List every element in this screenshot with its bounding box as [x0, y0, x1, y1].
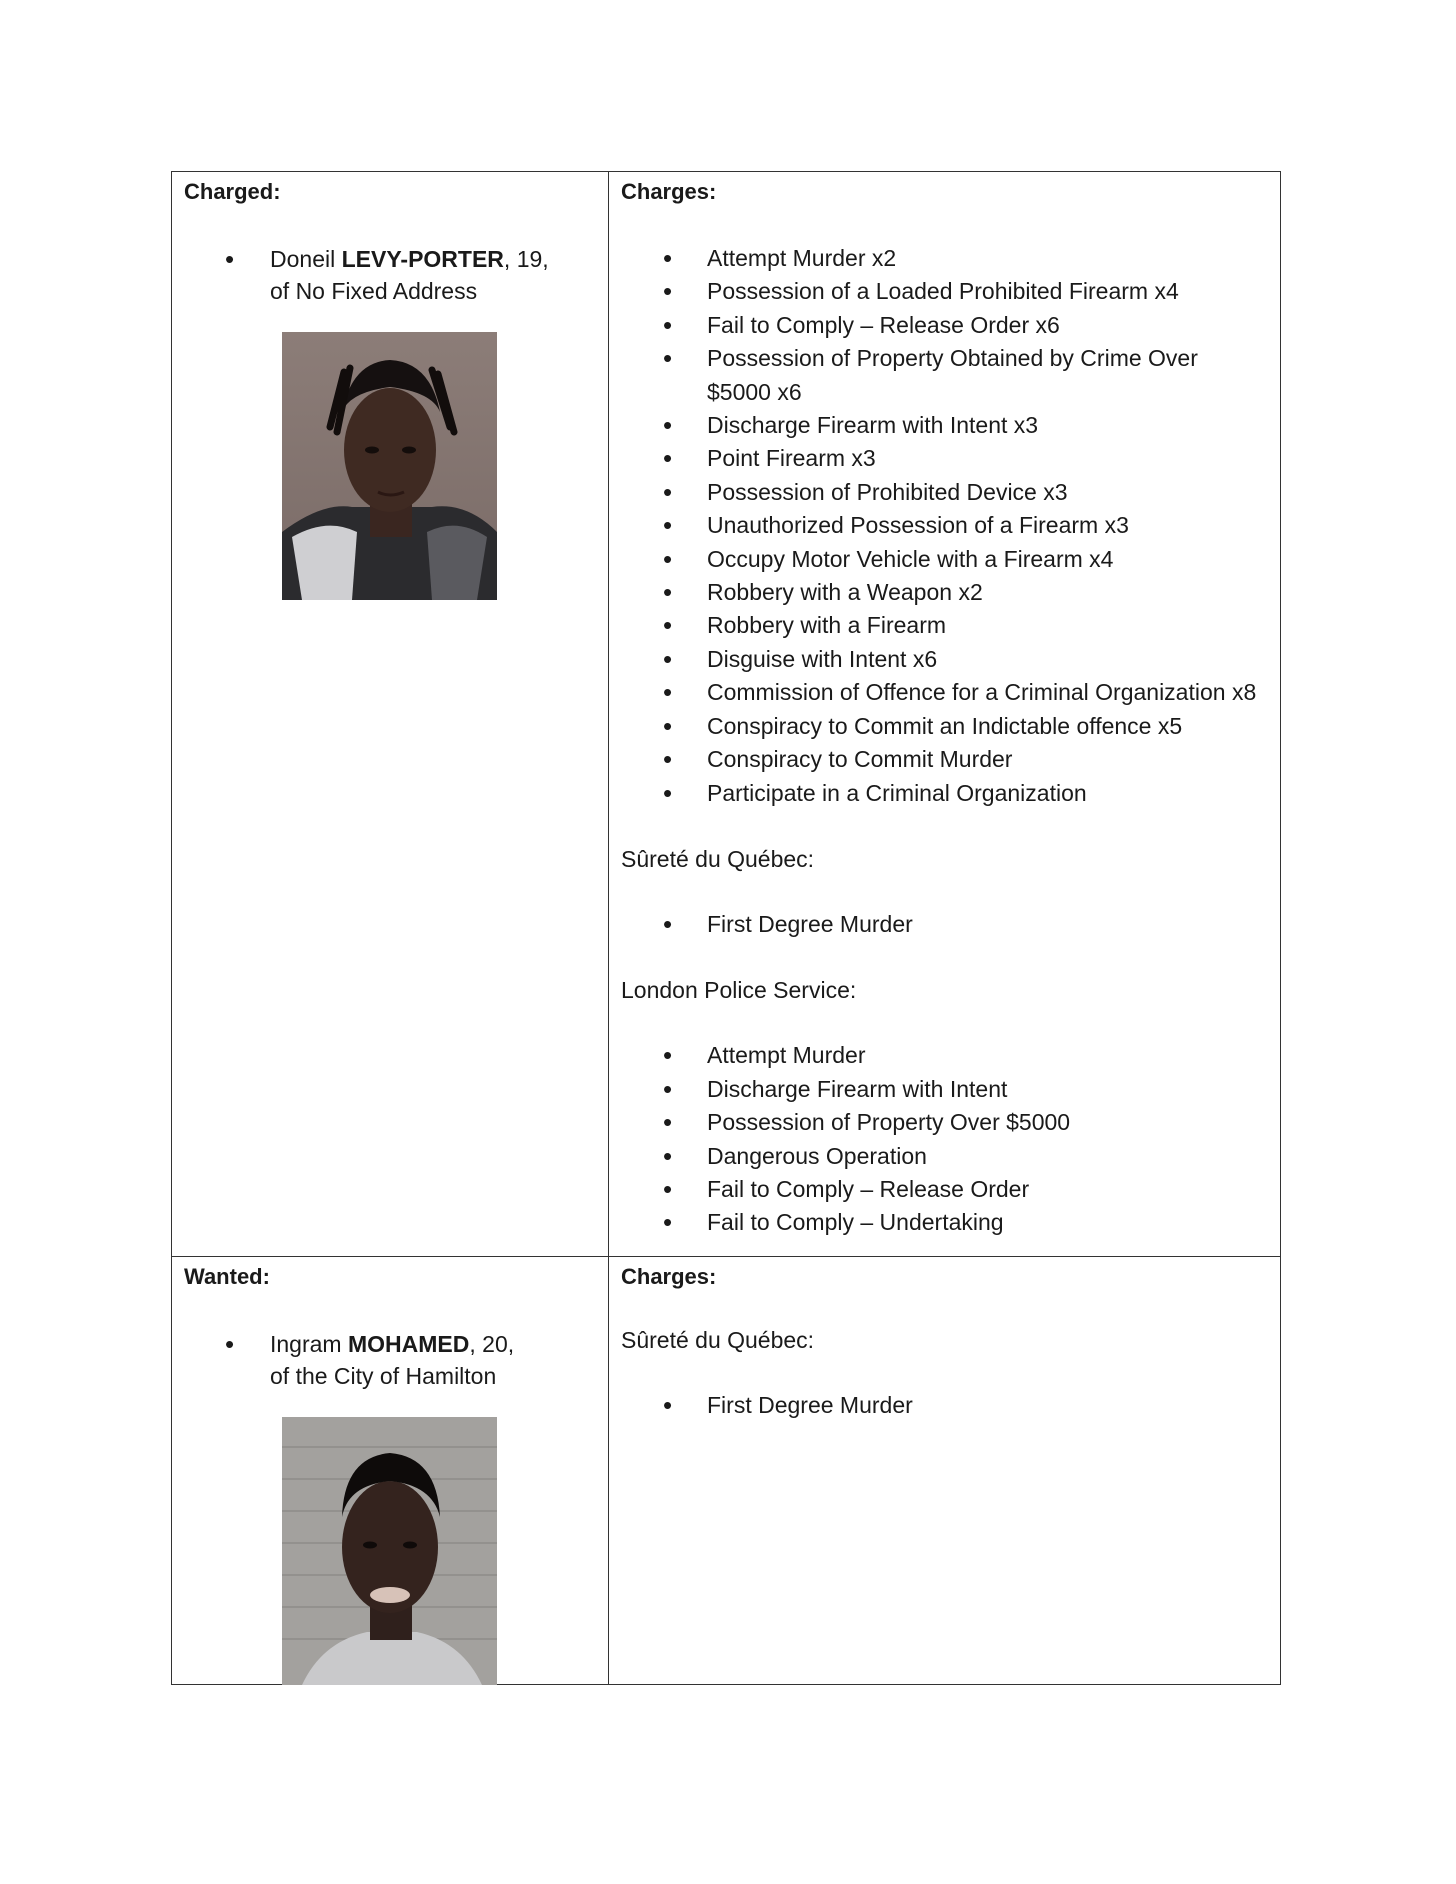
wanted-cell	[172, 1257, 609, 1684]
list-item: • Possession of Prohibited Device x3	[621, 476, 1268, 509]
person-surname: MOHAMED	[347, 1331, 470, 1357]
list-item: • First Degree Murder	[621, 908, 1268, 941]
list-item: • Possession of Property Over $5000	[621, 1106, 1268, 1139]
mugshot-photo	[282, 1417, 497, 1685]
charges-cell	[609, 172, 1280, 1256]
mugshot-image	[282, 332, 497, 600]
person-age: , 20,	[469, 1331, 515, 1357]
list-item: • Occupy Motor Vehicle with a Firearm x4	[621, 543, 1268, 576]
list-item: • Fail to Comply – Undertaking	[621, 1206, 1268, 1239]
list-item: • Fail to Comply – Release Order	[621, 1173, 1268, 1206]
charged-cell	[172, 172, 609, 1256]
list-item: • Robbery with a Weapon x2	[621, 576, 1268, 609]
agency-charges-list	[621, 908, 1268, 941]
list-item: • Commission of Offence for a Criminal Organization x8	[621, 676, 1268, 709]
list-item: • Disguise with Intent x6	[621, 643, 1268, 676]
charges-cell	[609, 1257, 1280, 1684]
list-item: • Participate in a Criminal Organization	[621, 777, 1268, 810]
table-row	[172, 1257, 1280, 1684]
agency-heading: Sûreté du Québec:	[621, 1327, 815, 1353]
list-item: • Unauthorized Possession of a Firearm x3	[621, 509, 1268, 542]
list-item: • Conspiracy to Commit Murder	[621, 743, 1268, 776]
agency-charges-list	[621, 1389, 1268, 1422]
list-item: • First Degree Murder	[621, 1389, 1268, 1422]
person-surname: LEVY-PORTER	[341, 246, 504, 272]
charges-list	[621, 242, 1268, 810]
agency-charges-list	[621, 1039, 1268, 1239]
agency-heading: London Police Service:	[621, 977, 857, 1004]
agency-heading: Sûreté du Québec:	[621, 845, 815, 872]
person-first-name: Ingram	[270, 1331, 342, 1357]
list-item: • Possession of a Loaded Prohibited Firearm x4	[621, 275, 1268, 308]
person-entry	[184, 1328, 596, 1392]
list-item: • Point Firearm x3	[621, 442, 1268, 475]
person-entry	[184, 243, 596, 307]
list-item: • Dangerous Operation	[621, 1140, 1268, 1173]
charges-heading: Charges:	[621, 1264, 717, 1289]
person-first-name: Doneil	[270, 246, 336, 272]
wanted-heading: Wanted:	[184, 1264, 270, 1289]
charged-heading: Charged:	[184, 179, 281, 204]
list-item: • Robbery with a Firearm	[621, 609, 1268, 642]
list-item: • Discharge Firearm with Intent x3	[621, 409, 1268, 442]
list-item: • Discharge Firearm with Intent	[621, 1073, 1268, 1106]
list-item: • Possession of Property Obtained by Crime Over $5000 x6	[621, 342, 1268, 409]
mugshot-photo	[282, 332, 497, 600]
table-row	[172, 172, 1280, 1257]
charges-heading: Charges:	[621, 179, 717, 204]
mugshot-image	[282, 1417, 497, 1685]
person-list	[184, 1328, 596, 1392]
list-item: • Attempt Murder	[621, 1039, 1268, 1072]
person-age: , 19,	[503, 246, 549, 272]
person-address: of the City of Hamilton	[270, 1363, 497, 1389]
list-item: • Attempt Murder x2	[621, 242, 1268, 275]
list-item: • Fail to Comply – Release Order x6	[621, 309, 1268, 342]
charges-table	[171, 171, 1281, 1685]
person-list	[184, 243, 596, 307]
list-item: • Conspiracy to Commit an Indictable offence x5	[621, 710, 1268, 743]
person-address: of No Fixed Address	[270, 278, 478, 304]
